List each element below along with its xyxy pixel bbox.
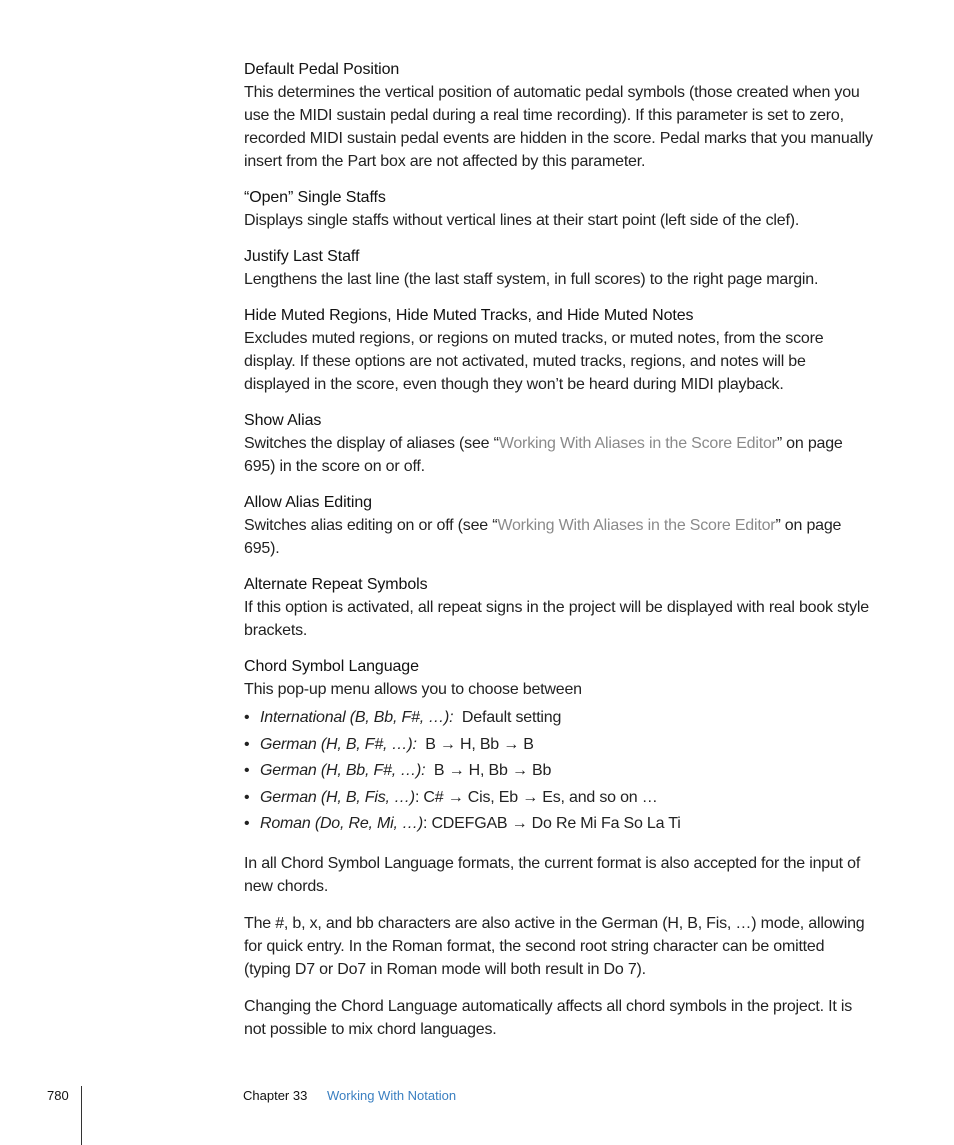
list-item-term: German (H, Bb, F#, …): <box>260 762 426 779</box>
bullet-icon: • <box>244 788 250 806</box>
list-item <box>244 758 874 785</box>
body-text: Switches the display of aliases (see “ <box>244 435 499 452</box>
section-show-alias <box>244 409 874 478</box>
list-item-desc: Default setting <box>461 709 562 726</box>
section-heading: “Open” Single Staffs <box>244 189 386 206</box>
section-hide-muted <box>244 304 874 396</box>
section-body: Displays single staffs without vertical lines at their start point (left side of the clef). <box>244 212 800 229</box>
section-body: Lengthens the last line (the last staff system, in full scores) to the right page margin. <box>244 271 819 288</box>
bullet-icon: • <box>244 815 250 832</box>
section-body: If this option is activated, all repeat signs in the project will be displayed with real book style brackets. <box>244 599 869 639</box>
list-item-desc: B → H, Bb → B <box>425 735 534 753</box>
section-intro: This pop-up menu allows you to choose between <box>244 681 582 698</box>
body-text: Switches alias editing on or off (see “ <box>244 517 498 534</box>
section-heading: Alternate Repeat Symbols <box>244 576 428 593</box>
list-item <box>244 785 874 812</box>
section-heading: Default Pedal Position <box>244 61 400 78</box>
list-item-desc: : CDEFGAB → Do Re Mi Fa So La Ti <box>422 815 681 832</box>
chord-language-list <box>244 705 874 838</box>
list-item-desc: : C# → Cis, Eb → Es, and so on … <box>414 788 658 806</box>
section-alternate-repeat-symbols <box>244 573 874 642</box>
cross-reference-link[interactable]: Working With Aliases in the Score Editor <box>497 517 776 534</box>
chapter-label: Chapter 33 <box>243 1088 308 1103</box>
page-number: 780 <box>47 1088 69 1103</box>
section-body: Excludes muted regions, or regions on muted tracks, or muted notes, from the score display. If these options are not activated, muted tracks, regions, and notes will be displayed in the score, even though they won’t be heard during MIDI playback. <box>244 330 824 393</box>
cross-reference-link[interactable]: Working With Aliases in the Score Editor <box>498 435 777 452</box>
section-heading: Hide Muted Regions, Hide Muted Tracks, and Hide Muted Notes <box>244 307 694 324</box>
bullet-icon: • <box>244 735 250 753</box>
page-content <box>244 58 874 1054</box>
section-chord-symbol-language <box>244 655 874 1041</box>
footer-divider <box>81 1086 82 1145</box>
list-item-term: German (H, B, F#, …): <box>260 735 417 753</box>
bullet-icon: • <box>244 709 250 726</box>
section-justify-last-staff <box>244 245 874 291</box>
body-paragraph: In all Chord Symbol Language formats, the current format is also accepted for the input of new chords. <box>244 854 861 895</box>
section-body <box>244 432 874 478</box>
section-allow-alias-editing <box>244 491 874 560</box>
section-heading: Show Alias <box>244 412 322 429</box>
section-default-pedal-position <box>244 58 874 173</box>
body-text: ” on page 695). <box>244 517 842 557</box>
list-item <box>244 811 874 838</box>
list-item <box>244 732 874 759</box>
list-item-term: Roman (Do, Re, Mi, …) <box>260 815 423 832</box>
body-text: ” on page 695) in the score on or off. <box>244 435 843 475</box>
section-body <box>244 514 874 560</box>
body-paragraph: The #, b, x, and bb characters are also active in the German (H, B, Fis, …) mode, allowing for quick entry. In the Roman format, the second root string character can be omitted (typing D7 or Do7 in Roman mode will both result in Do 7). <box>244 914 865 978</box>
bullet-icon: • <box>244 762 250 779</box>
chapter-title-link[interactable]: Working With Notation <box>327 1088 457 1103</box>
section-heading: Justify Last Staff <box>244 248 360 265</box>
list-item-term: German (H, B, Fis, …) <box>260 788 415 806</box>
list-item-desc: B → H, Bb → Bb <box>433 762 552 779</box>
section-body: This determines the vertical position of automatic pedal symbols (those created when you use the MIDI sustain pedal during a real time recording). If this parameter is set to zero, recorded MIDI sustain pedal events are hidden in the score. Pedal marks that you manually insert from the Part box are not affected by this parameter. <box>244 84 873 170</box>
section-open-single-staffs <box>244 186 874 232</box>
body-paragraph: Changing the Chord Language automatically affects all chord symbols in the project. It is not possible to mix chord languages. <box>244 997 853 1038</box>
list-item <box>244 705 874 732</box>
section-heading: Allow Alias Editing <box>244 494 372 511</box>
section-heading: Chord Symbol Language <box>244 658 419 675</box>
list-item-term: International (B, Bb, F#, …): <box>260 709 454 726</box>
